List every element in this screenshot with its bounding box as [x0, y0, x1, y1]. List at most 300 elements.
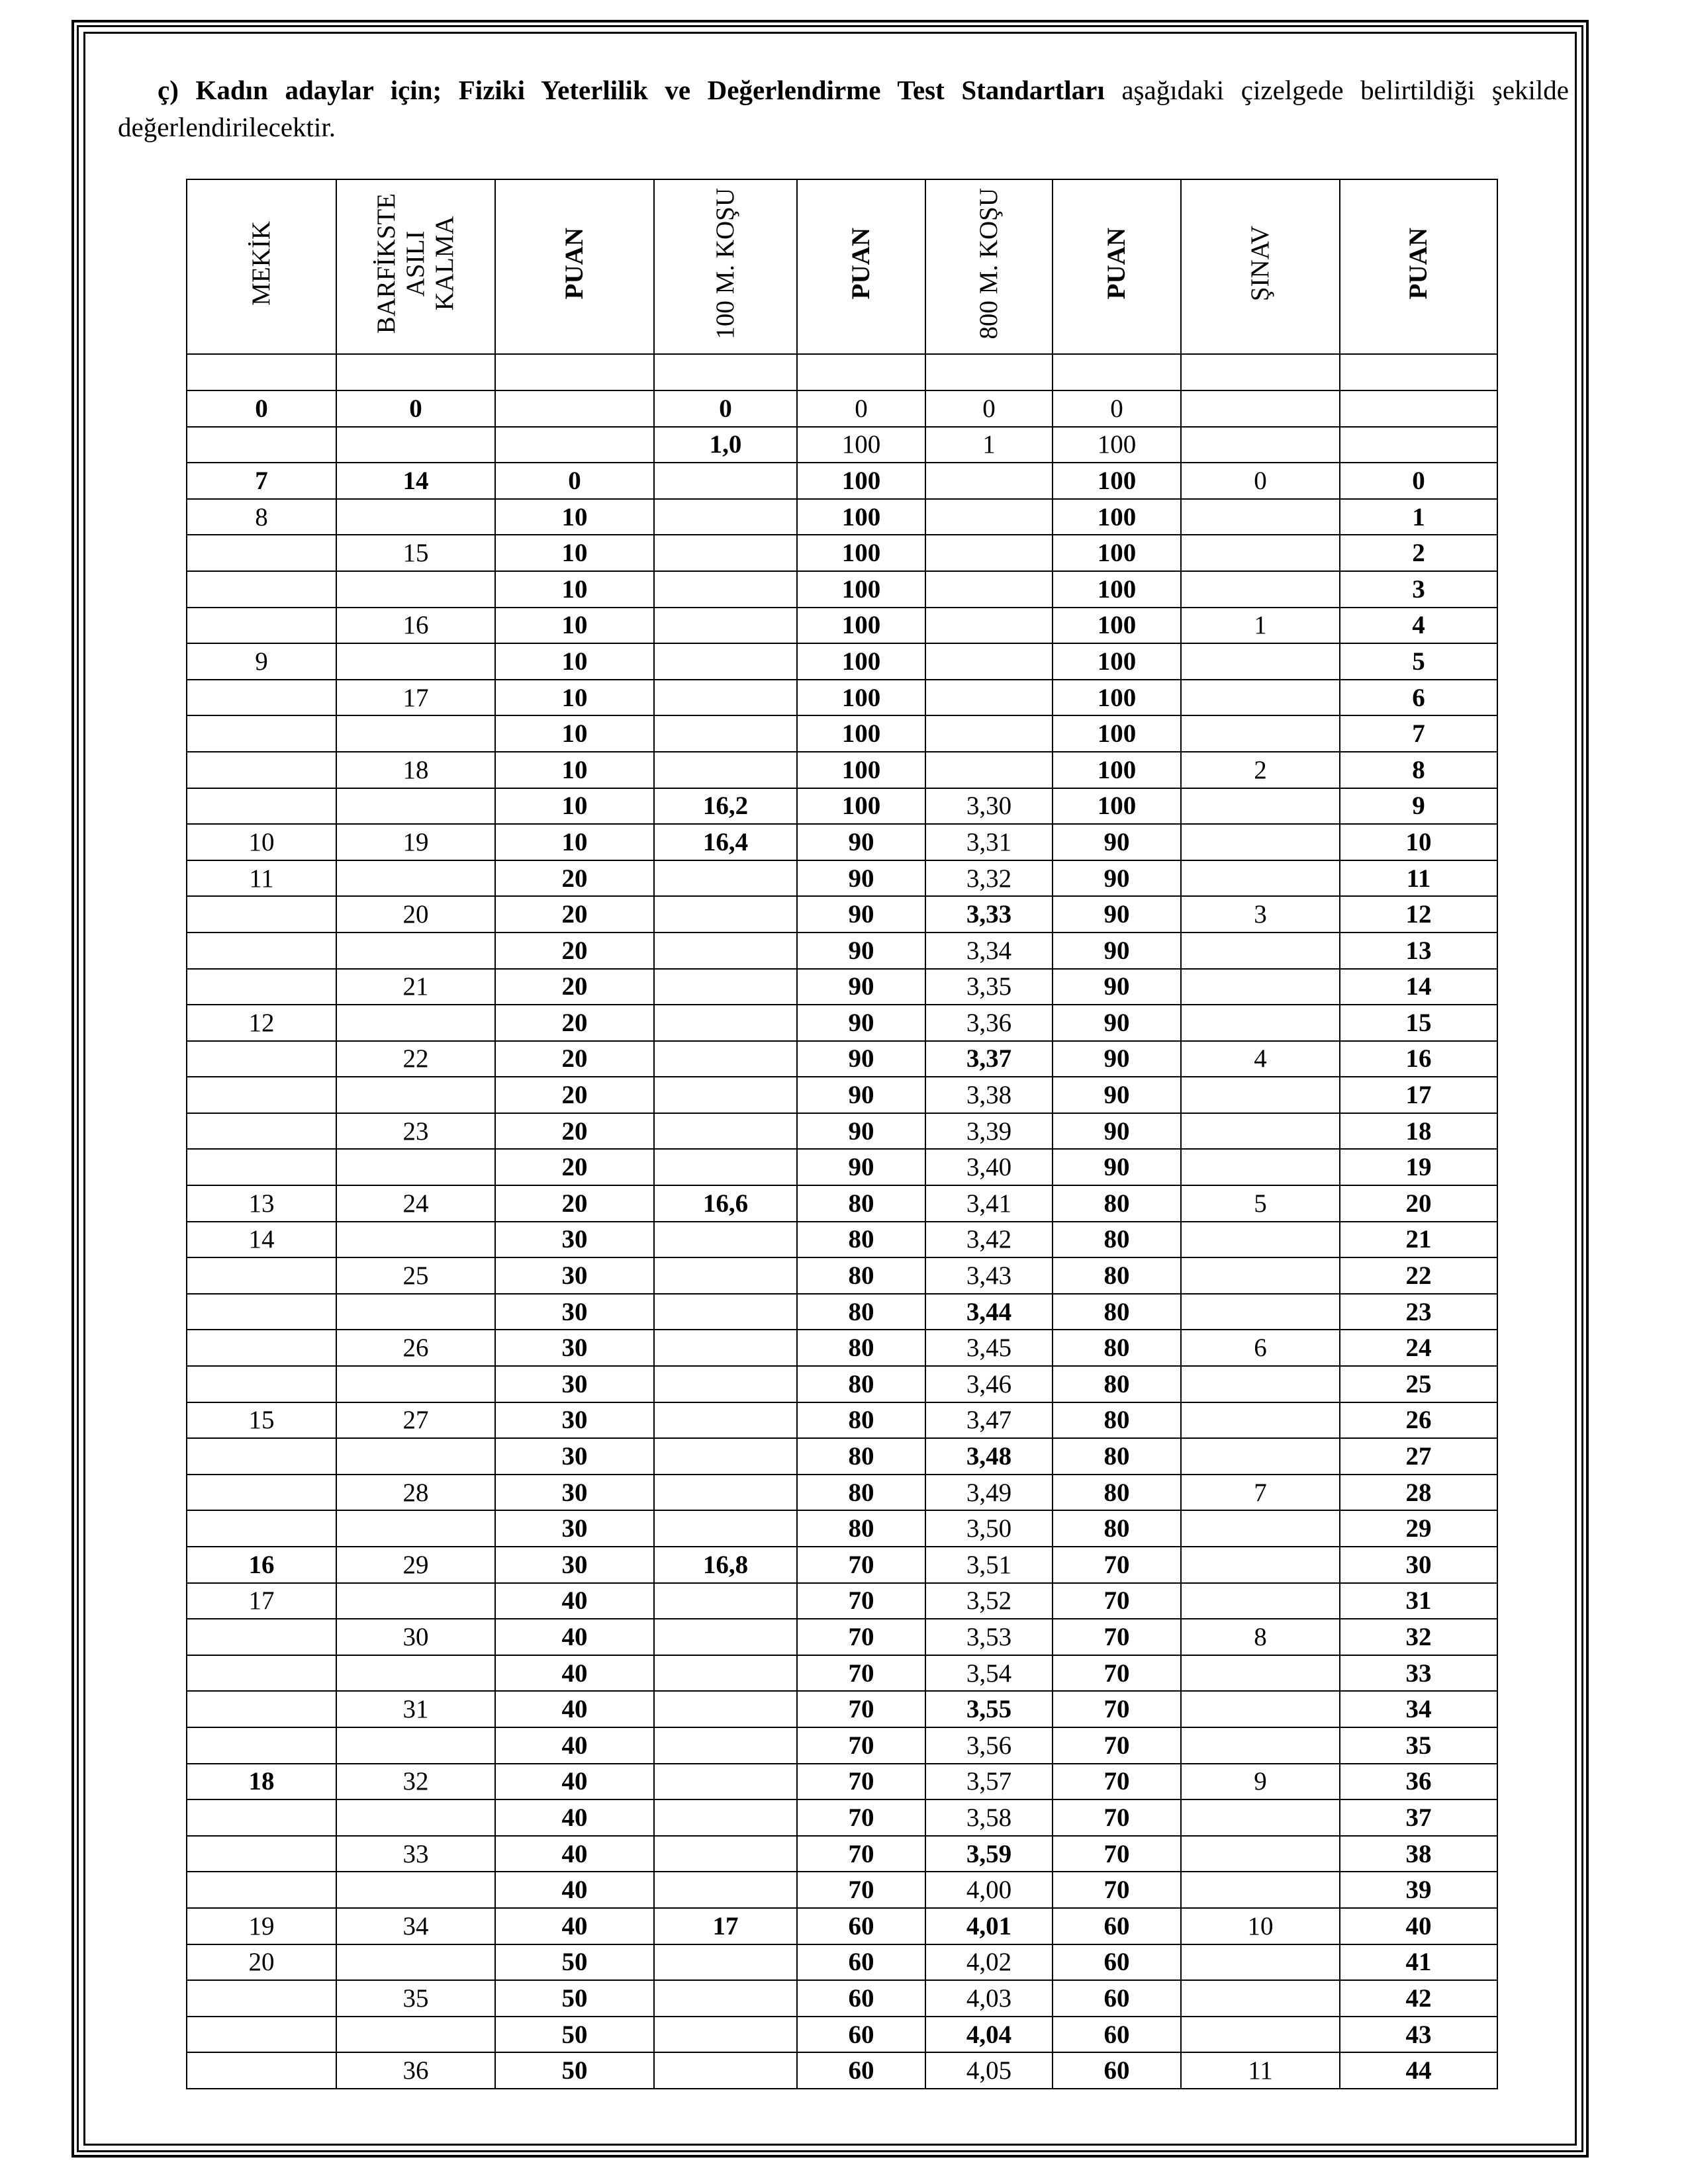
- header-label-puan-3: PUAN: [1102, 227, 1131, 300]
- table-cell-kosu-800m: 3,39: [925, 1113, 1053, 1150]
- table-cell-puan-4: 2: [1340, 535, 1497, 571]
- table-cell-barfiks: 24: [336, 1185, 495, 1222]
- table-cell-puan-3: 0: [1053, 390, 1181, 427]
- table-row: [187, 1005, 1497, 1041]
- table-cell-puan-2: 100: [797, 752, 925, 788]
- table-cell-puan-2: 90: [797, 896, 925, 933]
- table-cell-puan-3: 70: [1053, 1727, 1181, 1764]
- table-cell-barfiks: [336, 1438, 495, 1475]
- table-cell-kosu-100m: [654, 608, 797, 644]
- table-cell-kosu-800m: [925, 463, 1053, 499]
- header-label-puan-4: PUAN: [1404, 227, 1432, 300]
- table-cell-puan-4: 27: [1340, 1438, 1497, 1475]
- spacer-cell: [495, 354, 654, 390]
- table-cell-puan-1: 30: [495, 1475, 654, 1511]
- table-cell-puan-4: 9: [1340, 788, 1497, 825]
- table-cell-kosu-100m: [654, 643, 797, 680]
- table-cell-puan-3: 80: [1053, 1257, 1181, 1294]
- table-row: [187, 1547, 1497, 1583]
- table-cell-kosu-100m: [654, 860, 797, 897]
- table-cell-puan-2: 100: [797, 463, 925, 499]
- table-cell-kosu-100m: [654, 1005, 797, 1041]
- table-cell-puan-3: 90: [1053, 860, 1181, 897]
- table-cell-puan-3: 100: [1053, 643, 1181, 680]
- table-cell-mekik: [187, 2052, 336, 2089]
- table-cell-puan-1: 30: [495, 1510, 654, 1547]
- table-cell-puan-4: 22: [1340, 1257, 1497, 1294]
- table-cell-puan-2: 80: [797, 1510, 925, 1547]
- table-cell-kosu-100m: [654, 1077, 797, 1113]
- table-cell-puan-3: 100: [1053, 571, 1181, 608]
- table-cell-sinav: 7: [1181, 1475, 1340, 1511]
- table-cell-kosu-800m: [925, 499, 1053, 535]
- table-cell-puan-1: 40: [495, 1872, 654, 1908]
- table-cell-kosu-800m: 4,05: [925, 2052, 1053, 2089]
- table-cell-puan-1: 20: [495, 1077, 654, 1113]
- table-cell-mekik: [187, 1691, 336, 1727]
- table-cell-sinav: 3: [1181, 896, 1340, 933]
- table-cell-sinav: [1181, 1836, 1340, 1872]
- table-cell-mekik: 0: [187, 390, 336, 427]
- table-cell-puan-4: 6: [1340, 680, 1497, 716]
- header-cell-puan-2: [797, 179, 925, 354]
- table-cell-kosu-800m: 3,59: [925, 1836, 1053, 1872]
- table-cell-kosu-800m: 3,31: [925, 824, 1053, 860]
- spacer-cell: [1053, 354, 1181, 390]
- table-row: [187, 1294, 1497, 1330]
- table-cell-kosu-100m: 16,2: [654, 788, 797, 825]
- table-cell-puan-3: 60: [1053, 2017, 1181, 2053]
- table-cell-puan-2: 90: [797, 969, 925, 1005]
- table-cell-kosu-100m: [654, 1872, 797, 1908]
- table-cell-puan-1: 20: [495, 1185, 654, 1222]
- table-cell-mekik: [187, 1619, 336, 1655]
- table-cell-mekik: [187, 896, 336, 933]
- table-cell-kosu-800m: 3,35: [925, 969, 1053, 1005]
- table-cell-mekik: [187, 933, 336, 969]
- table-cell-puan-3: 90: [1053, 1077, 1181, 1113]
- table-cell-mekik: [187, 1113, 336, 1150]
- table-cell-mekik: [187, 1836, 336, 1872]
- header-cell-kosu-100m: [654, 179, 797, 354]
- table-cell-puan-1: 10: [495, 643, 654, 680]
- table-row: [187, 1475, 1497, 1511]
- intro-label: ç): [158, 75, 179, 105]
- table-cell-puan-3: 90: [1053, 1149, 1181, 1185]
- table-cell-kosu-100m: [654, 1655, 797, 1692]
- table-row: [187, 1655, 1497, 1692]
- table-cell-kosu-800m: 3,44: [925, 1294, 1053, 1330]
- table-cell-puan-2: 70: [797, 1872, 925, 1908]
- table-cell-puan-3: 100: [1053, 752, 1181, 788]
- table-cell-mekik: [187, 2017, 336, 2053]
- table-cell-mekik: [187, 1438, 336, 1475]
- table-cell-mekik: 18: [187, 1764, 336, 1800]
- table-cell-mekik: [187, 1655, 336, 1692]
- table-row: [187, 1727, 1497, 1764]
- table-cell-barfiks: [336, 1222, 495, 1258]
- table-cell-barfiks: 21: [336, 969, 495, 1005]
- table-cell-puan-4: 43: [1340, 2017, 1497, 2053]
- table-cell-barfiks: [336, 1799, 495, 1836]
- table-cell-kosu-800m: 3,50: [925, 1510, 1053, 1547]
- table-cell-sinav: 6: [1181, 1330, 1340, 1366]
- table-row: [187, 1510, 1497, 1547]
- table-cell-puan-3: 60: [1053, 1908, 1181, 1944]
- table-cell-puan-1: 20: [495, 969, 654, 1005]
- table-cell-barfiks: [336, 1872, 495, 1908]
- table-cell-puan-4: 40: [1340, 1908, 1497, 1944]
- table-cell-puan-2: 60: [797, 2052, 925, 2089]
- table-cell-kosu-100m: [654, 1510, 797, 1547]
- table-cell-barfiks: [336, 643, 495, 680]
- table-cell-puan-4: 25: [1340, 1366, 1497, 1402]
- table-cell-puan-3: 100: [1053, 427, 1181, 463]
- table-cell-kosu-800m: 3,55: [925, 1691, 1053, 1727]
- table-row: [187, 2017, 1497, 2053]
- table-cell-sinav: [1181, 2017, 1340, 2053]
- table-cell-puan-4: 8: [1340, 752, 1497, 788]
- table-cell-puan-3: 100: [1053, 788, 1181, 825]
- table-cell-mekik: 9: [187, 643, 336, 680]
- table-cell-puan-1: 0: [495, 463, 654, 499]
- table-row: [187, 1980, 1497, 2017]
- table-cell-puan-2: 70: [797, 1836, 925, 1872]
- table-cell-kosu-800m: 4,00: [925, 1872, 1053, 1908]
- table-cell-sinav: [1181, 680, 1340, 716]
- table-cell-kosu-800m: [925, 752, 1053, 788]
- table-row: [187, 1691, 1497, 1727]
- table-cell-puan-4: 13: [1340, 933, 1497, 969]
- table-cell-puan-1: 50: [495, 2017, 654, 2053]
- table-cell-sinav: [1181, 1113, 1340, 1150]
- table-cell-sinav: [1181, 1438, 1340, 1475]
- table-cell-kosu-800m: 3,53: [925, 1619, 1053, 1655]
- table-cell-mekik: [187, 1510, 336, 1547]
- table-cell-puan-1: 30: [495, 1547, 654, 1583]
- table-cell-puan-2: 100: [797, 499, 925, 535]
- table-cell-puan-2: 100: [797, 427, 925, 463]
- table-cell-puan-4: 3: [1340, 571, 1497, 608]
- table-cell-barfiks: 16: [336, 608, 495, 644]
- table-cell-puan-1: 20: [495, 896, 654, 933]
- table-cell-puan-3: 100: [1053, 499, 1181, 535]
- table-row: [187, 860, 1497, 897]
- table-cell-puan-4: 10: [1340, 824, 1497, 860]
- table-row: [187, 1872, 1497, 1908]
- header-row: [187, 179, 1497, 354]
- header-label-sinav: ŞINAV: [1246, 225, 1274, 302]
- table-cell-mekik: [187, 1980, 336, 2017]
- table-cell-sinav: [1181, 860, 1340, 897]
- table-cell-puan-4: 39: [1340, 1872, 1497, 1908]
- table-cell-kosu-800m: 1: [925, 427, 1053, 463]
- table-cell-mekik: [187, 752, 336, 788]
- table-cell-puan-3: 70: [1053, 1619, 1181, 1655]
- table-cell-barfiks: [336, 1944, 495, 1981]
- table-cell-barfiks: 15: [336, 535, 495, 571]
- header-cell-puan-1: [495, 179, 654, 354]
- table-cell-barfiks: [336, 1727, 495, 1764]
- table-cell-puan-1: 20: [495, 933, 654, 969]
- table-row: [187, 896, 1497, 933]
- header-label-kosu-800m: 800 M. KOŞU: [974, 187, 1003, 340]
- table-cell-kosu-800m: 3,57: [925, 1764, 1053, 1800]
- table-cell-kosu-800m: [925, 535, 1053, 571]
- table-cell-mekik: 13: [187, 1185, 336, 1222]
- table-cell-puan-3: 100: [1053, 680, 1181, 716]
- table-cell-puan-1: 10: [495, 824, 654, 860]
- table-cell-puan-2: 90: [797, 933, 925, 969]
- table-cell-puan-1: 50: [495, 1944, 654, 1981]
- table-cell-barfiks: [336, 1005, 495, 1041]
- table-cell-mekik: [187, 1872, 336, 1908]
- table-cell-puan-1: 30: [495, 1257, 654, 1294]
- table-cell-puan-4: 16: [1340, 1041, 1497, 1077]
- spacer-cell: [336, 354, 495, 390]
- table-cell-puan-1: 10: [495, 535, 654, 571]
- table-cell-sinav: 2: [1181, 752, 1340, 788]
- table-cell-kosu-100m: [654, 1475, 797, 1511]
- table-cell-puan-2: 100: [797, 643, 925, 680]
- table-cell-sinav: 8: [1181, 1619, 1340, 1655]
- table-cell-puan-3: 80: [1053, 1222, 1181, 1258]
- intro-paragraph: [118, 71, 1569, 146]
- table-cell-barfiks: [336, 1510, 495, 1547]
- table-cell-puan-1: 40: [495, 1727, 654, 1764]
- table-cell-barfiks: [336, 1366, 495, 1402]
- table-cell-puan-3: 90: [1053, 969, 1181, 1005]
- table-row: [187, 1366, 1497, 1402]
- table-cell-mekik: 20: [187, 1944, 336, 1981]
- table-cell-kosu-100m: [654, 1799, 797, 1836]
- table-row: [187, 1330, 1497, 1366]
- table-cell-kosu-800m: 3,33: [925, 896, 1053, 933]
- table-cell-sinav: [1181, 643, 1340, 680]
- table-cell-puan-3: 70: [1053, 1583, 1181, 1619]
- table-cell-kosu-100m: [654, 1836, 797, 1872]
- table-cell-sinav: [1181, 1077, 1340, 1113]
- table-cell-puan-2: 70: [797, 1619, 925, 1655]
- table-cell-puan-2: 100: [797, 788, 925, 825]
- table-cell-kosu-800m: 3,34: [925, 933, 1053, 969]
- table-cell-sinav: [1181, 1799, 1340, 1836]
- table-cell-puan-4: 30: [1340, 1547, 1497, 1583]
- table-row: [187, 427, 1497, 463]
- table-cell-puan-2: 80: [797, 1294, 925, 1330]
- table-cell-barfiks: 26: [336, 1330, 495, 1366]
- table-cell-mekik: 16: [187, 1547, 336, 1583]
- table-cell-puan-1: 40: [495, 1908, 654, 1944]
- table-cell-mekik: 15: [187, 1402, 336, 1439]
- table-cell-sinav: [1181, 1149, 1340, 1185]
- table-cell-kosu-800m: 4,02: [925, 1944, 1053, 1981]
- table-cell-puan-3: 90: [1053, 824, 1181, 860]
- table-cell-puan-4: 34: [1340, 1691, 1497, 1727]
- table-cell-puan-2: 80: [797, 1257, 925, 1294]
- table-cell-kosu-800m: [925, 643, 1053, 680]
- table-cell-puan-4: 19: [1340, 1149, 1497, 1185]
- table-cell-puan-3: 60: [1053, 2052, 1181, 2089]
- table-cell-mekik: [187, 535, 336, 571]
- table-cell-puan-2: 100: [797, 680, 925, 716]
- table-cell-barfiks: 20: [336, 896, 495, 933]
- table-cell-puan-1: 20: [495, 1041, 654, 1077]
- table-cell-puan-3: 80: [1053, 1510, 1181, 1547]
- table-cell-puan-1: 30: [495, 1330, 654, 1366]
- table-cell-puan-1: 10: [495, 499, 654, 535]
- table-cell-barfiks: 34: [336, 1908, 495, 1944]
- table-cell-puan-4: 24: [1340, 1330, 1497, 1366]
- table-cell-barfiks: 28: [336, 1475, 495, 1511]
- spacer-row: [187, 354, 1497, 390]
- table-cell-kosu-100m: [654, 1583, 797, 1619]
- table-cell-sinav: 9: [1181, 1764, 1340, 1800]
- table-cell-puan-4: 0: [1340, 463, 1497, 499]
- table-cell-puan-4: 38: [1340, 1836, 1497, 1872]
- table-cell-kosu-100m: [654, 752, 797, 788]
- table-cell-puan-4: 12: [1340, 896, 1497, 933]
- table-cell-barfiks: 14: [336, 463, 495, 499]
- table-cell-kosu-100m: [654, 1438, 797, 1475]
- table-cell-mekik: [187, 608, 336, 644]
- table-cell-puan-3: 60: [1053, 1944, 1181, 1981]
- table-cell-puan-4: 44: [1340, 2052, 1497, 2089]
- table-cell-puan-4: 42: [1340, 1980, 1497, 2017]
- table-cell-puan-2: 100: [797, 571, 925, 608]
- table-cell-puan-1: 40: [495, 1583, 654, 1619]
- table-cell-kosu-800m: 3,56: [925, 1727, 1053, 1764]
- table-cell-kosu-100m: [654, 1222, 797, 1258]
- table-cell-kosu-100m: [654, 571, 797, 608]
- table-cell-sinav: [1181, 1005, 1340, 1041]
- table-cell-puan-2: 80: [797, 1222, 925, 1258]
- table-cell-puan-2: 0: [797, 390, 925, 427]
- table-cell-kosu-100m: 17: [654, 1908, 797, 1944]
- table-cell-barfiks: 19: [336, 824, 495, 860]
- table-cell-barfiks: [336, 571, 495, 608]
- table-cell-puan-2: 70: [797, 1583, 925, 1619]
- table-cell-mekik: [187, 1330, 336, 1366]
- header-cell-kosu-800m: [925, 179, 1053, 354]
- table-cell-puan-2: 90: [797, 824, 925, 860]
- table-cell-kosu-100m: [654, 1944, 797, 1981]
- table-cell-puan-3: 70: [1053, 1691, 1181, 1727]
- table-cell-barfiks: [336, 1655, 495, 1692]
- table-cell-kosu-100m: 0: [654, 390, 797, 427]
- table-cell-puan-3: 80: [1053, 1330, 1181, 1366]
- table-row: [187, 1402, 1497, 1439]
- table-cell-puan-3: 100: [1053, 715, 1181, 752]
- table-cell-puan-1: 20: [495, 1149, 654, 1185]
- table-cell-mekik: 8: [187, 499, 336, 535]
- table-cell-kosu-800m: 3,30: [925, 788, 1053, 825]
- table-row: [187, 1041, 1497, 1077]
- table-cell-puan-1: 10: [495, 752, 654, 788]
- table-cell-puan-4: 32: [1340, 1619, 1497, 1655]
- table-cell-puan-2: 80: [797, 1366, 925, 1402]
- table-row: [187, 535, 1497, 571]
- table-cell-kosu-100m: [654, 463, 797, 499]
- table-cell-mekik: 7: [187, 463, 336, 499]
- table-cell-puan-4: 20: [1340, 1185, 1497, 1222]
- intro-rest-text: aşağıdaki çizelgede belirtildiği şekilde değerlendirilecektir.: [118, 75, 1570, 142]
- table-cell-mekik: 14: [187, 1222, 336, 1258]
- table-cell-barfiks: 22: [336, 1041, 495, 1077]
- table-cell-barfiks: 33: [336, 1836, 495, 1872]
- table-cell-barfiks: 35: [336, 1980, 495, 2017]
- table-cell-puan-4: 41: [1340, 1944, 1497, 1981]
- table-cell-puan-1: [495, 427, 654, 463]
- table-row: [187, 1799, 1497, 1836]
- table-row: [187, 1257, 1497, 1294]
- table-cell-kosu-800m: [925, 571, 1053, 608]
- table-cell-puan-3: 90: [1053, 1005, 1181, 1041]
- table-cell-puan-1: 30: [495, 1438, 654, 1475]
- table-cell-puan-1: 10: [495, 715, 654, 752]
- table-cell-puan-3: 70: [1053, 1836, 1181, 1872]
- table-cell-puan-1: 30: [495, 1402, 654, 1439]
- table-cell-kosu-100m: 16,6: [654, 1185, 797, 1222]
- table-cell-puan-3: 100: [1053, 608, 1181, 644]
- table-cell-puan-3: 70: [1053, 1764, 1181, 1800]
- table-row: [187, 463, 1497, 499]
- table-cell-puan-2: 80: [797, 1402, 925, 1439]
- table-cell-sinav: [1181, 788, 1340, 825]
- table-cell-kosu-800m: 3,52: [925, 1583, 1053, 1619]
- table-cell-puan-4: 35: [1340, 1727, 1497, 1764]
- table-cell-kosu-800m: 0: [925, 390, 1053, 427]
- table-cell-puan-3: 70: [1053, 1799, 1181, 1836]
- header-cell-puan-4: [1340, 179, 1497, 354]
- table-cell-puan-3: 80: [1053, 1402, 1181, 1439]
- spacer-cell: [925, 354, 1053, 390]
- table-cell-puan-1: 10: [495, 788, 654, 825]
- table-cell-mekik: [187, 1077, 336, 1113]
- table-cell-mekik: 17: [187, 1583, 336, 1619]
- table-cell-puan-4: [1340, 427, 1497, 463]
- table-cell-puan-3: 80: [1053, 1475, 1181, 1511]
- table-cell-puan-4: 29: [1340, 1510, 1497, 1547]
- table-cell-kosu-100m: [654, 1619, 797, 1655]
- table-cell-puan-2: 80: [797, 1185, 925, 1222]
- table-row: [187, 969, 1497, 1005]
- table-cell-puan-3: 90: [1053, 933, 1181, 969]
- table-cell-sinav: 10: [1181, 1908, 1340, 1944]
- table-cell-puan-1: 20: [495, 860, 654, 897]
- table-cell-puan-3: 80: [1053, 1366, 1181, 1402]
- table-cell-mekik: [187, 969, 336, 1005]
- table-cell-barfiks: 17: [336, 680, 495, 716]
- table-cell-puan-3: 70: [1053, 1872, 1181, 1908]
- table-cell-mekik: [187, 715, 336, 752]
- table-cell-puan-4: [1340, 390, 1497, 427]
- table-cell-puan-2: 100: [797, 715, 925, 752]
- table-cell-puan-1: 30: [495, 1366, 654, 1402]
- table-cell-kosu-100m: [654, 680, 797, 716]
- table-cell-sinav: [1181, 1294, 1340, 1330]
- table-cell-kosu-800m: 3,41: [925, 1185, 1053, 1222]
- table-cell-puan-3: 80: [1053, 1294, 1181, 1330]
- table-cell-kosu-100m: [654, 1764, 797, 1800]
- table-cell-puan-3: 100: [1053, 535, 1181, 571]
- table-row: [187, 2052, 1497, 2089]
- table-cell-sinav: [1181, 1691, 1340, 1727]
- table-cell-barfiks: [336, 933, 495, 969]
- table-cell-barfiks: 27: [336, 1402, 495, 1439]
- table-cell-sinav: [1181, 1655, 1340, 1692]
- table-cell-puan-2: 70: [797, 1799, 925, 1836]
